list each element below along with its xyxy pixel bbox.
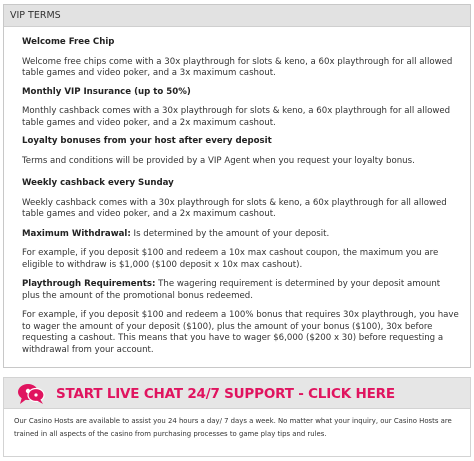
welcome-text: Welcome free chips come with a 30x playthrough for slots & keno, a 60x playthrough for all allowed table games and video poker, and a 3x maximum cashout. [22, 56, 453, 78]
vip-terms-body [4, 27, 470, 356]
withdrawal-example: For example, if you deposit $100 and redeem a 10x max cashout coupon, the maximum you are eligible to withdraw is $1,000 ($100 deposit x 10x max cashout). [22, 248, 439, 270]
playthrough-example: For example, if you deposit $100 and redeem a 100% bonus that requires 30x playthrough, you have to wager the amount of your deposit ($100), plus the amount of your bonus ($100), 30x before requesting a cashout. This means that you have to wager $6,000 ($200 x 30) before requesting a withdrawal from your account. [22, 310, 459, 355]
insurance-text: Monthly cashback comes with a 30x playthrough for slots & keno, a 60x playthrough for all allowed table games and video poker, and a 2x maximum cashout. [22, 106, 451, 128]
playthrough-label: Playthrough Requirements: [22, 279, 156, 289]
loyalty-heading: Loyalty bonuses from your host after every deposit [22, 136, 272, 146]
playthrough-text: The wagering requirement is determined by your deposit amount plus the amount of the promotional bonus redeemed. [22, 279, 441, 301]
weekly-text: Weekly cashback comes with a 30x playthrough for slots & keno, a 60x playthrough for all allowed table games and video poker, and a 2x maximum cashout. [22, 197, 447, 219]
welcome-heading: Welcome Free Chip [22, 37, 115, 47]
max-withdrawal-label: Maximum Withdrawal: [22, 228, 131, 239]
weekly-heading: Weekly cashback every Sunday [22, 178, 174, 188]
live-chat-link[interactable]: START LIVE CHAT 24/7 SUPPORT - CLICK HERE [56, 386, 395, 402]
support-info-box [3, 409, 471, 457]
vip-terms-panel [3, 4, 471, 368]
loyalty-text: Terms and conditions will be provided by a VIP Agent when you request your loyalty bonus. [22, 155, 415, 166]
max-withdrawal-text: Is determined by the amount of your deposit. [130, 228, 330, 239]
chat-bubble-icon[interactable] [16, 382, 46, 406]
live-chat-banner[interactable] [3, 377, 471, 409]
playthrough-paragraph [22, 279, 460, 302]
insurance-heading: Monthly VIP Insurance (up to 50%) [22, 86, 191, 97]
max-withdrawal-paragraph [22, 229, 460, 241]
support-text: Our Casino Hosts are available to assist you 24 hours a day/ 7 days a week. No matter what your inquiry, our Casino Hosts are trained in all aspects of the casino from purchasing processes to game play tips and rules. [14, 417, 452, 438]
vip-terms-header[interactable] [4, 5, 470, 27]
vip-terms-title: VIP TERMS [10, 10, 61, 21]
